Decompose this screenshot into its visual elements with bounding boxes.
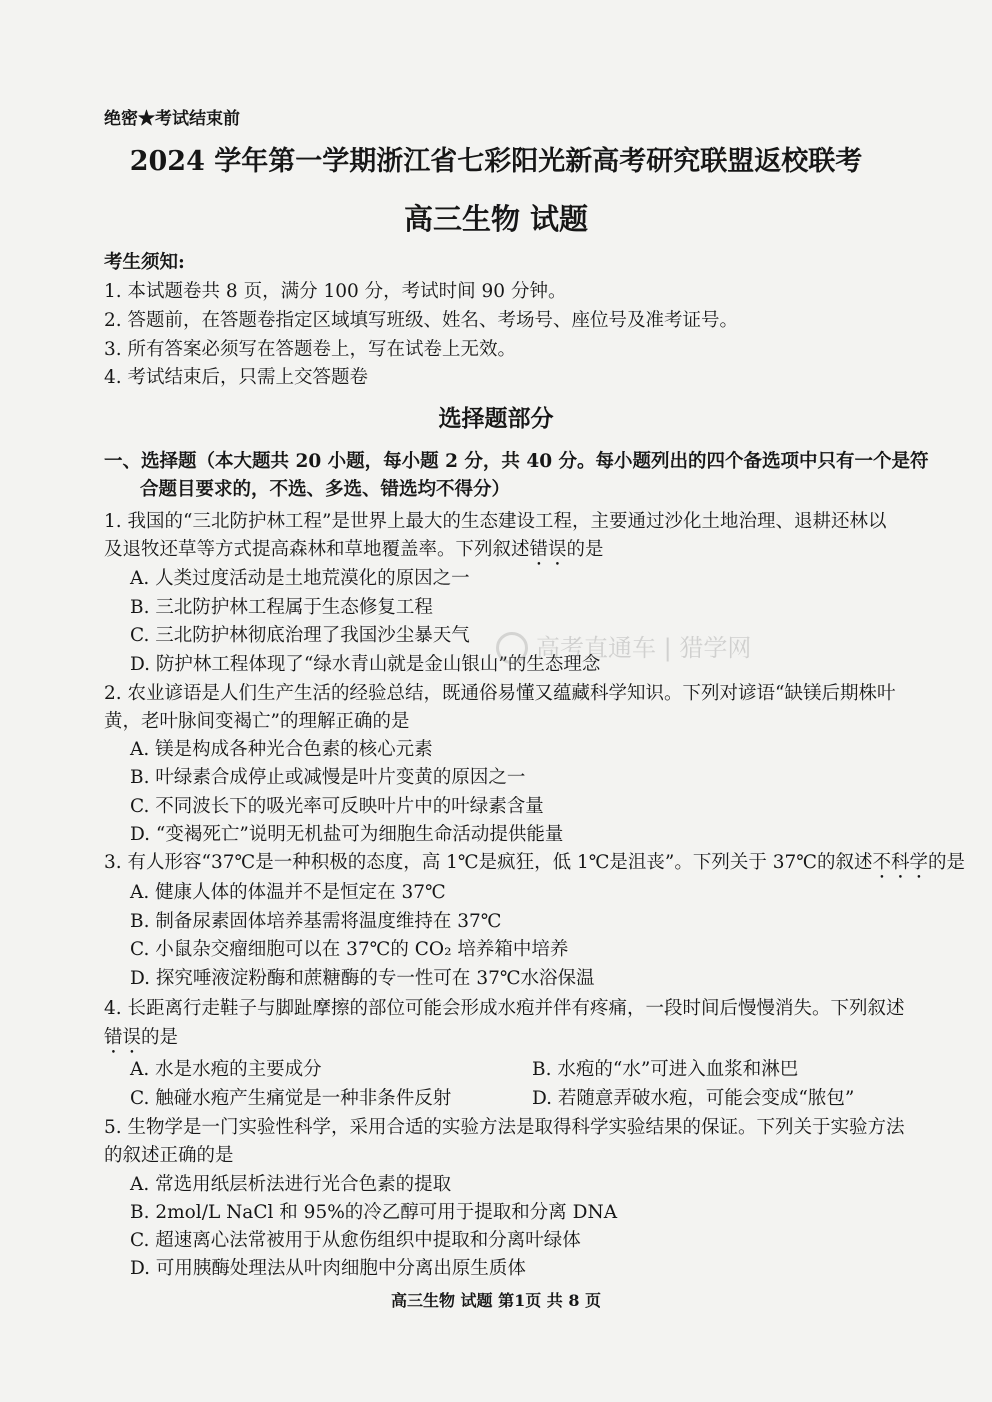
- emphasis-marks: 不科学: [872, 852, 929, 873]
- question-2-option-d: D. “变褐死亡”说明无机盐可为细胞生命活动提供能量: [130, 824, 564, 845]
- notice-item-2: 2. 答题前，在答题卷指定区域填写班级、姓名、考场号、座位号及准考证号。: [104, 310, 739, 331]
- secret-label: 绝密★考试结束前: [104, 109, 240, 129]
- exam-title: 2024 学年第一学期浙江省七彩阳光新高考研究联盟返校联考: [129, 146, 863, 177]
- question-4-option-d: D. 若随意弄破水疱，可能会变成“脓包”: [532, 1088, 855, 1109]
- part1-instructions-line1: 一、选择题（本大题共 20 小题，每小题 2 分，共 40 分。每小题列出的四个备选项中只有一个是符: [104, 451, 929, 472]
- notice-item-3: 3. 所有答案必须写在答题卷上，写在试卷上无效。: [104, 339, 517, 360]
- question-2-option-b: B. 叶绿素合成停止或减慢是叶片变黄的原因之一: [130, 767, 526, 788]
- question-2-option-c: C. 不同波长下的吸光率可反映叶片中的叶绿素含量: [130, 796, 544, 817]
- section-title: 选择题部分: [438, 405, 554, 432]
- question-4-option-a: A. 水是水疱的主要成分: [130, 1059, 322, 1080]
- question-4-option-c: C. 触碰水疱产生痛觉是一种非条件反射: [130, 1088, 452, 1109]
- question-3-option-a: A. 健康人体的体温并不是恒定在 37℃: [130, 882, 446, 903]
- question-1-option-c: C. 三北防护林彻底治理了我国沙尘暴天气: [130, 625, 470, 646]
- question-5-option-c: C. 超速离心法常被用于从愈伤组织中提取和分离叶绿体: [130, 1230, 581, 1251]
- question-4-stem-line1: 4. 长距离行走鞋子与脚趾摩擦的部位可能会形成水疱并伴有疼痛，一段时间后慢慢消失。下列叙述: [104, 998, 905, 1019]
- watermark-text: 高考直通车 | 猎学网: [536, 634, 752, 662]
- exam-subtitle: 高三生物 试题: [403, 202, 589, 236]
- question-2-stem-line1: 2. 农业谚语是人们生产生活的经验总结，既通俗易懂又蕴藏科学知识。下列对谚语“缺镁后期株叶: [104, 683, 896, 704]
- emphasis-marks: 错误: [104, 1027, 142, 1048]
- notice-item-4: 4. 考试结束后，只需上交答题卷: [104, 367, 369, 388]
- question-1-stem-line2: 及退牧还草等方式提高森林和草地覆盖率。下列叙述错误的是: [104, 539, 604, 560]
- question-2-stem-line2: 黄，老叶脉间变褐亡”的理解正确的是: [104, 711, 410, 732]
- question-2-option-a: A. 镁是构成各种光合色素的核心元素: [130, 739, 433, 760]
- question-1-option-a: A. 人类过度活动是土地荒漠化的原因之一: [130, 568, 470, 589]
- question-1-option-d: D. 防护林工程体现了“绿水青山就是金山银山”的生态理念: [130, 654, 601, 675]
- question-5-option-a: A. 常选用纸层析法进行光合色素的提取: [130, 1174, 452, 1195]
- part1-instructions-line2: 合题目要求的，不选、多选、错选均不得分）: [140, 479, 511, 500]
- question-4-stem-line2: 错误的是: [104, 1027, 179, 1048]
- emphasis-marks: 错误: [529, 539, 567, 560]
- question-5-option-d: D. 可用胰酶处理法从叶肉细胞中分离出原生质体: [130, 1258, 526, 1279]
- question-3-stem: 3. 有人形容“37℃是一种积极的态度，高 1℃是疯狂，低 1℃是沮丧”。下列关于 37℃的叙述不科学的是: [104, 852, 966, 873]
- watermark-logo-icon: [496, 632, 528, 664]
- question-3-option-b: B. 制备尿素固体培养基需将温度维持在 37℃: [130, 911, 502, 932]
- question-1-stem-line1: 1. 我国的“三北防护林工程”是世界上最大的生态建设工程，主要通过沙化土地治理、退耕还林以: [104, 511, 887, 532]
- question-5-option-b: B. 2mol/L NaCl 和 95%的冷乙醇可用于提取和分离 DNA: [130, 1202, 618, 1223]
- question-1-option-b: B. 三北防护林工程属于生态修复工程: [130, 597, 433, 618]
- notice-item-1: 1. 本试题卷共 8 页，满分 100 分，考试时间 90 分钟。: [104, 281, 567, 302]
- question-5-stem-line2: 的叙述正确的是: [104, 1145, 234, 1166]
- question-5-stem-line1: 5. 生物学是一门实验性科学，采用合适的实验方法是取得科学实验结果的保证。下列关于实验方法: [104, 1117, 905, 1138]
- question-3-option-d: D. 探究唾液淀粉酶和蔗糖酶的专一性可在 37℃水浴保温: [130, 968, 595, 989]
- question-4-option-b: B. 水疱的“水”可进入血浆和淋巴: [532, 1059, 799, 1080]
- page-footer: 高三生物 试题 第1页 共 8 页: [390, 1291, 602, 1310]
- question-3-option-c: C. 小鼠杂交瘤细胞可以在 37℃的 CO₂ 培养箱中培养: [130, 939, 569, 960]
- notice-heading: 考生须知:: [104, 252, 185, 273]
